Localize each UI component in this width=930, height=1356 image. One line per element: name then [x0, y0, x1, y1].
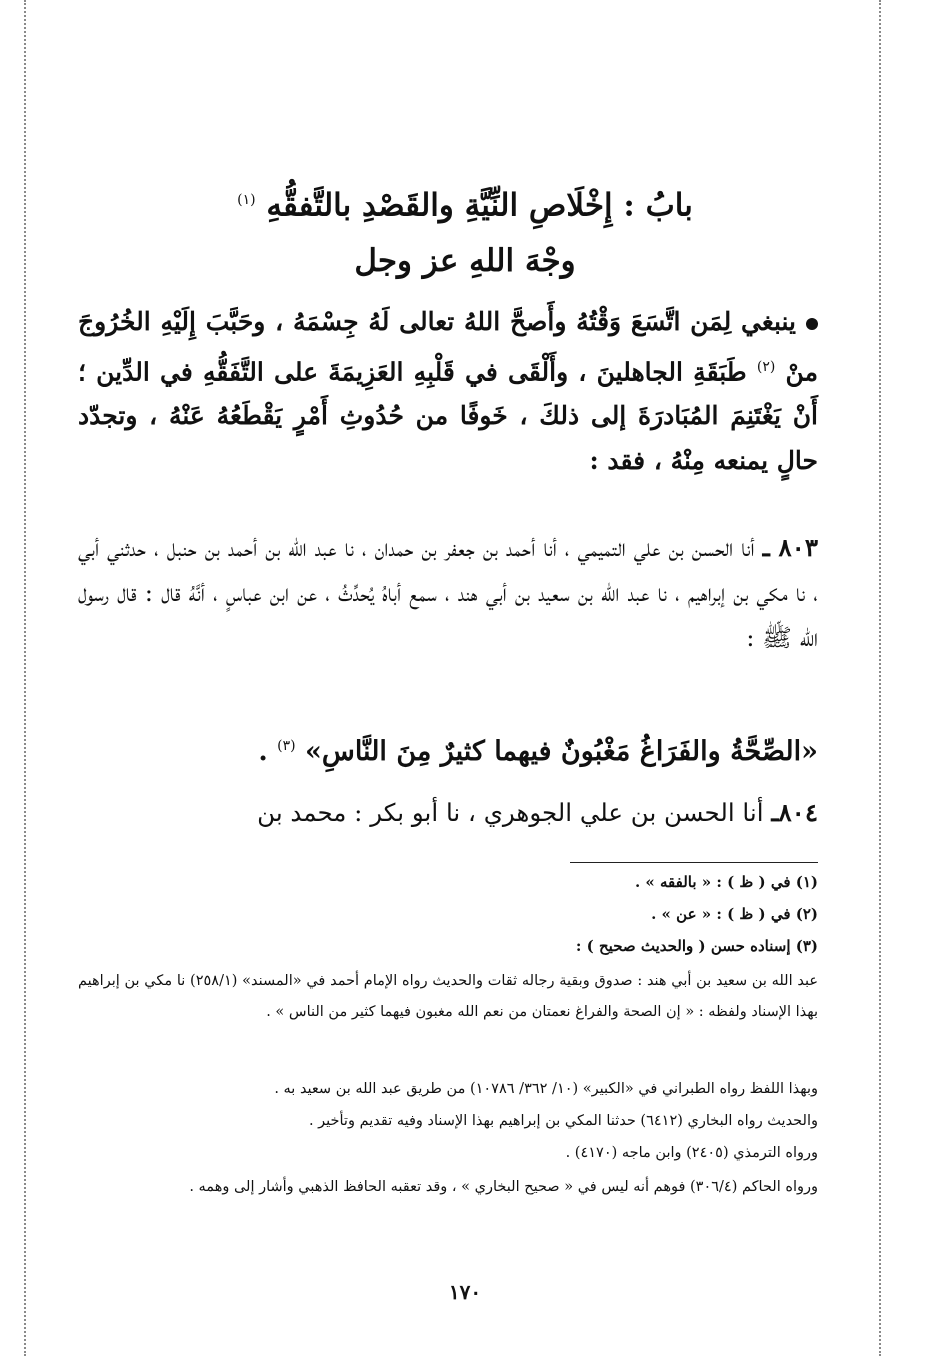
hadith-number: ٨٠٣ ـ: [762, 533, 818, 562]
hadith-chain-text: أنا الحسن بن علي الجوهري ، نا أبو بكر : محمد بن: [257, 798, 764, 827]
left-margin-dotted-rule: [24, 0, 26, 1356]
hadith-chain-text: أنا الحسن بن علي التميمي ، أنا أحمد بن جعفر بن حمدان ، نا عبد الله بن أحمد بن حنبل ، حدثني أبي ، نا مكي بن إبراهيم ، نا عبد الله بن سعيد بن أبي هند ، سمع أباهُ يُحدِّثُ ، عن ابن عباسٍ ، أنَّهُ قال : قال رسول الله ﷺ :: [78, 533, 818, 652]
footnote-3-heading: (٣) إسناده حسن ( والحديث صحيح ) :: [575, 937, 818, 955]
footnote-ref-1: (١): [237, 192, 256, 208]
hadith-quote: [120, 723, 818, 775]
footnote-ref-3: (٣): [277, 738, 296, 754]
footnote-3-body-2: وبهذا اللفظ رواه الطبراني في «الكبير» (١٠/ ٣٦٢/ ١٠٧٨٦) من طريق عبد الله بن سعيد به .: [274, 1081, 818, 1097]
footnote-ref-2: (٢): [756, 358, 776, 375]
hadith-quote-end: .: [258, 736, 268, 767]
intro-text-part-2: طَبَقَةِ الجاهلينَ ، وأَلْقَى في قَلْبِهِ العَزِيمَةَ على التَّفَقُّهِ في الدِّين ؛ أَنْ يَغْتَنِمَ المُبَادرَةَ إلى ذلكَ ، خَوفًا من حُدُوثِ أَمْرٍ يَقْطَعُهُ عَنْهُ ، وتجدّد حالٍ يمنعه مِنْهُ ، فقد :: [78, 356, 818, 475]
footnote-3-body-5: ورواه الحاكم (٣٠٦/٤) فوهم أنه ليس في « صحيح البخاري » ، وقد تعقبه الحافظ الذهبي وأشار إلى وهمه .: [189, 1179, 818, 1195]
chapter-title-line-1: [150, 176, 780, 229]
footnote-3-body-1: عبد الله بن سعيد بن أبي هند : صدوق وبقية رجاله ثقات والحديث رواه الإمام أحمد في «المسند» (٢٥٨/١) نا مكي بن إبراهيم بهذا الإسناد ولفظه : « إن الصحة والفراغ نعمتان من نعم الله مغبون فيهما كثير من الناس » .: [78, 973, 818, 1020]
footnote-2: (٢) في ( ظ ) : « عن » .: [651, 905, 818, 923]
hadith-quote-text: «الصِّحَّةُ والفَرَاغُ مَغْبُونٌ فيهما كثيرٌ مِنَ النَّاسِ»: [305, 736, 818, 767]
right-margin-dotted-rule: [879, 0, 881, 1356]
footnote-3-body-3: والحديث رواه البخاري (٦٤١٢) حدثنا المكي بن إبراهيم بهذا الإسناد وفيه تقديم وتأخير .: [308, 1113, 818, 1129]
intro-paragraph: [78, 300, 818, 483]
chapter-title-line-2: وجْهَ اللهِ عز وجل: [354, 243, 576, 279]
footnote-3-body-4: ورواه الترمذي (٢٤٠٥) وابن ماجه (٤١٧٠) .: [565, 1145, 818, 1161]
intro-text-part-1: ينبغي لِمَن اتَّسَعَ وَقْتُهُ وأَصحَّ اللهُ تعالى لَهُ جِسْمَهُ ، وحَبَّبَ إِلَيْهِ الخُرُوجَ منْ: [78, 307, 818, 386]
hadith-number: ٨٠٤ـ: [771, 798, 818, 827]
hadith-804: [78, 790, 818, 835]
footnote-separator: [570, 862, 818, 863]
page-number: ١٧٠: [448, 1280, 482, 1304]
bullet-icon: [806, 318, 818, 330]
hadith-803: [78, 525, 818, 660]
footnote-1: (١) في ( ظ ) : « بالفقه » .: [634, 873, 818, 891]
chapter-title-text: بابُ : إِخْلَاصِ النِّيَّةِ والقَصْدِ بالتَّفقُّهِ: [266, 187, 693, 224]
